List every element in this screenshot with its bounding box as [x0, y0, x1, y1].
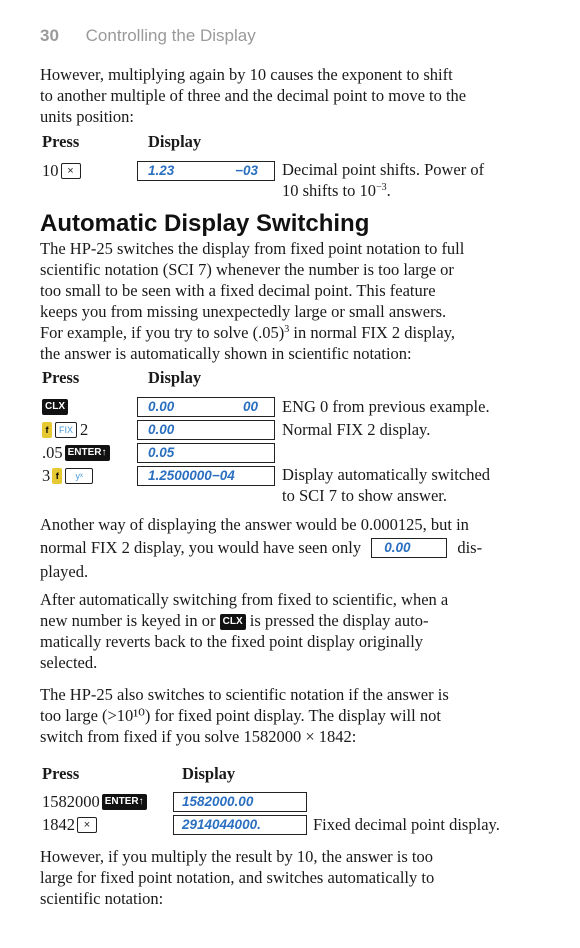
text-line: The HP-25 switches the display from fixed point notation to full — [40, 239, 465, 258]
keystroke-sequence — [42, 160, 81, 182]
text-line: too small to be seen with a fixed decimal point. This feature — [40, 281, 436, 300]
lcd-display — [173, 815, 307, 835]
text-line: too large (>10¹⁰) for fixed point display. The display will not — [40, 706, 441, 725]
row-note: Normal FIX 2 display. — [282, 420, 431, 439]
text-line: However, if you multiply the result by 10, the answer is too — [40, 847, 433, 866]
note-line: Display automatically switched — [282, 465, 491, 484]
digit-entry: 1582000 — [42, 792, 100, 811]
display-exponent: −03 — [235, 163, 258, 178]
lcd-display — [137, 161, 275, 181]
text-line: selected. — [40, 653, 98, 672]
body-paragraph — [40, 846, 538, 909]
lcd-display — [137, 420, 275, 440]
note-line: to SCI 7 to show answer. — [282, 486, 447, 505]
text-line: switch from fixed if you solve 1582000 × 1842: — [40, 727, 357, 746]
digit-entry: 3 — [42, 466, 51, 485]
text-line: The HP-25 also switches to scientific notation if the answer is — [40, 685, 449, 704]
text-line: However, multiplying again by 10 causes the exponent to shift — [40, 65, 453, 84]
keystroke-sequence — [42, 465, 93, 487]
text-line: normal FIX 2 display, you would have seen only 0.00 dis- — [40, 538, 483, 557]
body-paragraph — [40, 238, 538, 364]
keystroke-sequence — [42, 419, 88, 441]
text-line: units position: — [40, 107, 134, 126]
row-note: ENG 0 from previous example. — [282, 397, 490, 416]
row-note: Fixed decimal point display. — [313, 815, 500, 834]
y-to-x-key: yˣ — [65, 468, 93, 484]
display-column-label: Display — [182, 764, 236, 783]
note-line: 10 shifts to $10^{-3}$. — [282, 181, 391, 200]
display-mantissa: 0.05 — [148, 445, 175, 460]
digit-entry: 10 — [42, 161, 59, 180]
intro-paragraph — [40, 64, 538, 127]
text-line: For example, if you try to solve $(.05)^3$ in normal FIX 2 display, — [40, 323, 455, 342]
display-mantissa: 1.2500000−04 — [148, 468, 235, 483]
display-column-label: Display — [148, 132, 202, 151]
display-exponent: 00 — [242, 399, 258, 414]
keystroke-row — [0, 814, 580, 836]
inline-lcd-display — [371, 538, 447, 558]
display-column-label: Display — [148, 368, 202, 387]
body-paragraph — [40, 684, 538, 747]
display-mantissa: 2914044000. — [182, 817, 261, 832]
body-paragraph — [40, 514, 538, 582]
text-line: scientific notation: — [40, 889, 164, 908]
keystroke-sequence — [42, 791, 147, 813]
text-line: large for fixed point notation, and switches automatically to — [40, 868, 435, 887]
multiply-key: × — [77, 817, 97, 833]
enter-key: ENTER↑ — [65, 445, 110, 461]
lcd-display — [137, 466, 275, 486]
lcd-display — [137, 397, 275, 417]
keystroke-row — [0, 442, 580, 464]
keystroke-row — [0, 419, 580, 441]
text-line: matically reverts back to the fixed point display originally — [40, 632, 424, 651]
page-number: 30 — [40, 26, 59, 45]
display-mantissa: 1.23 — [148, 163, 175, 178]
text-line: scientific notation (SCI 7) whenever the number is too large or — [40, 260, 454, 279]
display-mantissa: 1582000.00 — [182, 794, 254, 809]
row-note — [282, 159, 484, 201]
press-column-label: Press — [42, 132, 80, 151]
display-mantissa: 0.00 — [148, 399, 175, 414]
digit-entry: 1842 — [42, 815, 75, 834]
gold-f-prefix-key: f — [52, 468, 62, 484]
display-mantissa: 0.00 — [384, 540, 411, 556]
digit-entry: 2 — [80, 420, 89, 439]
keystroke-sequence — [42, 442, 110, 464]
row-note — [282, 464, 490, 506]
text-line: Another way of displaying the answer would be 0.000125, but in — [40, 515, 469, 534]
keystroke-sequence — [42, 396, 68, 418]
text-line: After automatically switching from fixed to scientific, when a — [40, 590, 449, 609]
text-line: played. — [40, 562, 89, 581]
section-heading: Automatic Display Switching — [40, 210, 370, 237]
note-line: Decimal point shifts. Power of — [282, 160, 485, 179]
clx-key: CLX — [42, 399, 68, 415]
body-paragraph — [40, 589, 538, 673]
text-line: keeps you from missing unexpectedly large or small answers. — [40, 302, 447, 321]
page-header — [40, 26, 256, 46]
keystroke-row — [0, 791, 580, 813]
press-column-label: Press — [42, 368, 80, 387]
fix-key: FIX — [55, 422, 77, 438]
display-mantissa: 0.00 — [148, 422, 175, 437]
keystroke-sequence — [42, 814, 97, 836]
clx-key: CLX — [220, 614, 246, 630]
lcd-display — [137, 443, 275, 463]
press-column-label: Press — [42, 764, 80, 783]
multiply-key: × — [61, 163, 81, 179]
text-line: new number is keyed in or CLX is pressed the display auto- — [40, 611, 429, 630]
digit-entry: .05 — [42, 443, 63, 462]
gold-f-prefix-key: f — [42, 422, 52, 438]
chapter-title: Controlling the Display — [85, 26, 256, 45]
text-line: to another multiple of three and the decimal point to move to the — [40, 86, 467, 105]
enter-key: ENTER↑ — [102, 794, 147, 810]
keystroke-row — [0, 396, 580, 418]
text-line: the answer is automatically shown in scientific notation: — [40, 344, 412, 363]
lcd-display — [173, 792, 307, 812]
